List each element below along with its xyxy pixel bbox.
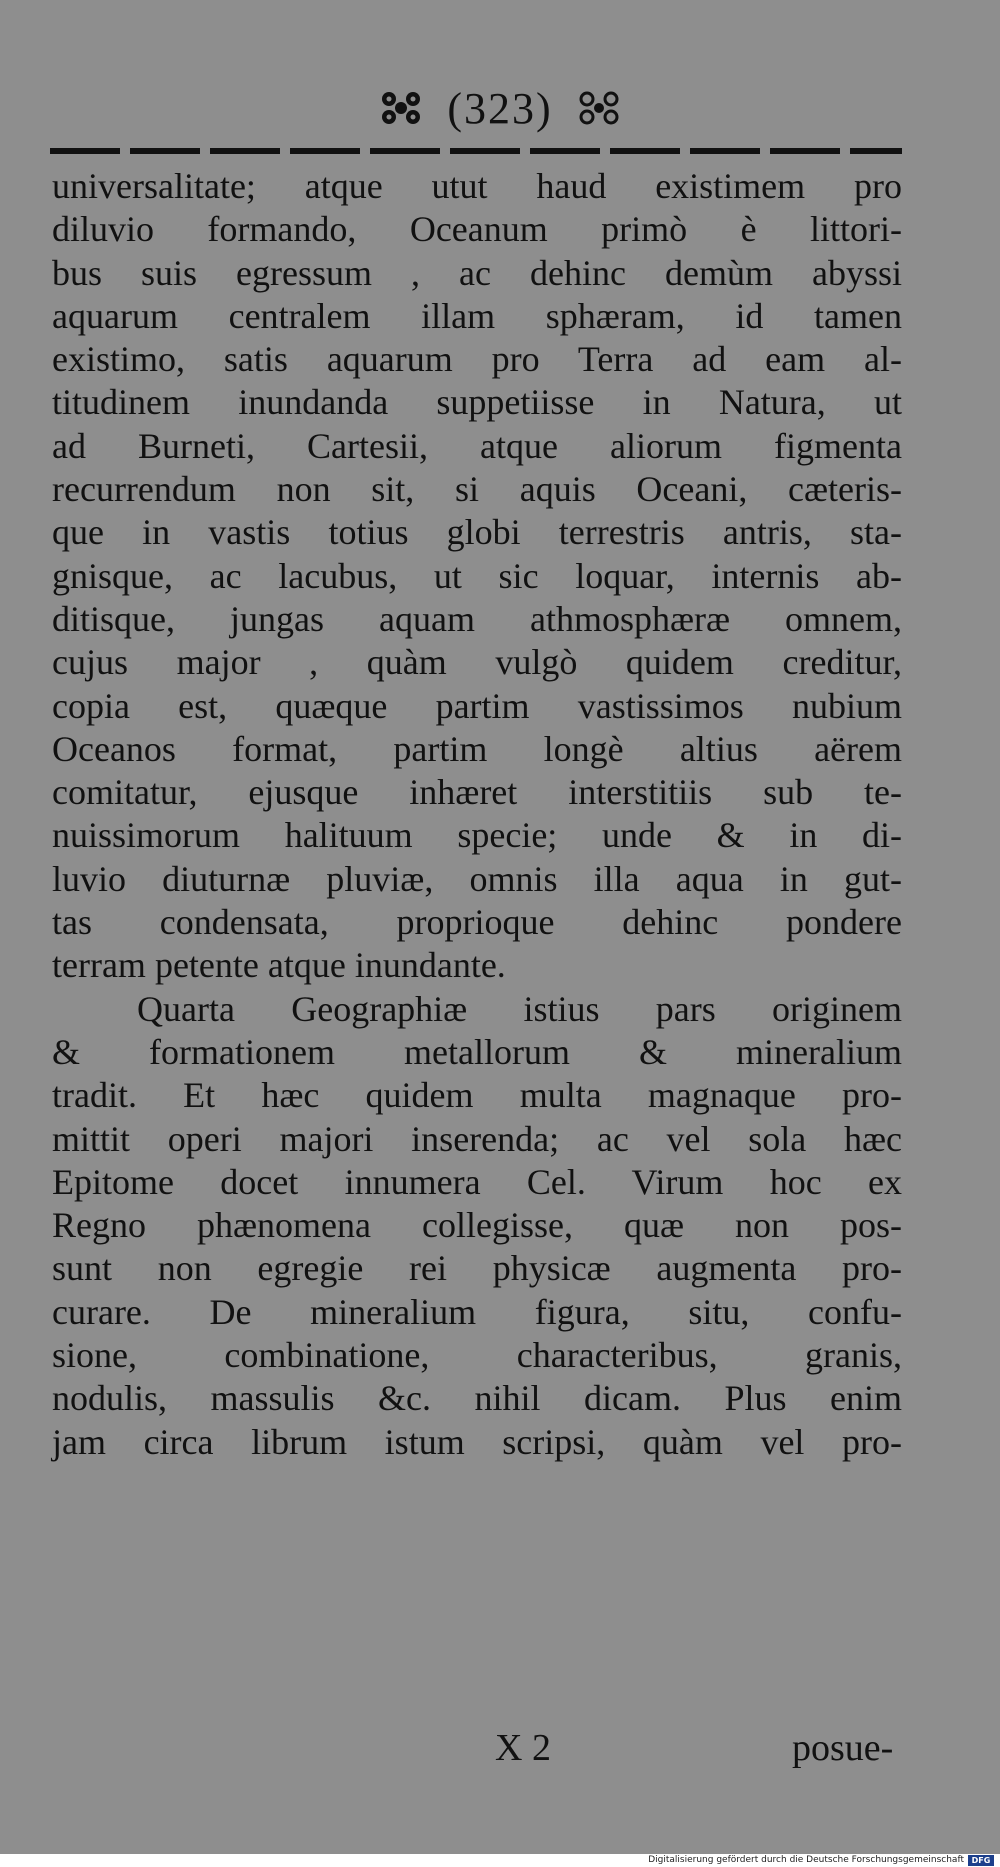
text-line: sione, combinatione, characteribus, granis, — [52, 1335, 902, 1376]
text-line: luvio diuturnæ pluviæ, omnis illa aqua in gut- — [52, 858, 902, 899]
catchword: posue- — [792, 1727, 894, 1769]
text-line: Regno phænomena collegisse, quæ non pos- — [52, 1205, 902, 1246]
text-line: tradit. Et hæc quidem multa magnaque pro- — [52, 1075, 902, 1116]
floral-ornament-icon — [575, 87, 623, 129]
text-line: existimo, satis aquarum pro Terra ad eam al- — [52, 339, 902, 380]
page-footer — [0, 1726, 1000, 1776]
text-line: curare. De mineralium figura, situ, confu- — [52, 1291, 902, 1332]
text-line: comitatur, ejusque inhæret interstitiis sub te- — [52, 772, 902, 813]
text-line: terram petente atque inundante. — [52, 945, 506, 986]
text-line: universalitate; atque utut haud existimem pro — [52, 166, 902, 206]
text-line: Oceanos format, partim longè altius aërem — [52, 728, 902, 769]
text-line: copia est, quæque partim vastissimos nubium — [52, 685, 902, 726]
text-line: jam circa librum istum scripsi, quàm vel pro- — [52, 1421, 902, 1462]
text-line: & formationem metallorum & mineralium — [52, 1031, 902, 1072]
text-line: que in vastis totius globi terrestris antris, sta- — [52, 512, 902, 553]
signature-mark: X 2 — [495, 1727, 551, 1769]
text-line: gnisque, ac lacubus, ut sic loquar, internis ab- — [52, 555, 902, 596]
text-line: Epitome docet innumera Cel. Virum hoc ex — [52, 1161, 902, 1202]
text-line: recurrendum non sit, si aquis Oceani, cæteris- — [52, 469, 902, 510]
page-number: (323) — [447, 83, 553, 133]
text-line: bus suis egressum , ac dehinc demùm abyssi — [52, 252, 902, 293]
text-line: aquarum centralem illam sphæram, id tamen — [52, 295, 902, 336]
digitization-credit: Digitalisierung gefördert durch die Deutsche Forschungsgemeinschaft — [648, 1855, 964, 1865]
floral-ornament-icon — [377, 87, 425, 129]
text-line: sunt non egregie rei physicæ augmenta pro- — [52, 1248, 902, 1289]
dfg-logo-icon: DFG — [968, 1855, 994, 1866]
text-line: tas condensata, proprioque dehinc pondere — [52, 902, 902, 943]
text-line: titudinem inundanda suppetiisse in Natura, ut — [52, 382, 902, 423]
text-line: nodulis, massulis &c. nihil dicam. Plus enim — [52, 1378, 902, 1419]
text-line: ditisque, jungas aquam athmosphæræ omnem, — [52, 598, 902, 639]
paragraph-start-line: Quarta Geographiæ istius pars originem — [137, 988, 902, 1029]
body-text — [52, 165, 902, 1464]
text-line: diluvio formando, Oceanum primò è littori- — [52, 209, 902, 250]
header-rule — [50, 148, 902, 154]
text-line: mittit operi majori inserenda; ac vel sola hæc — [52, 1118, 902, 1159]
text-line: nuissimorum halituum specie; unde & in di- — [52, 815, 902, 856]
page-header — [0, 78, 1000, 138]
text-line: cujus major , quàm vulgò quidem creditur, — [52, 642, 902, 683]
text-line: ad Burneti, Cartesii, atque aliorum figmenta — [52, 425, 902, 466]
